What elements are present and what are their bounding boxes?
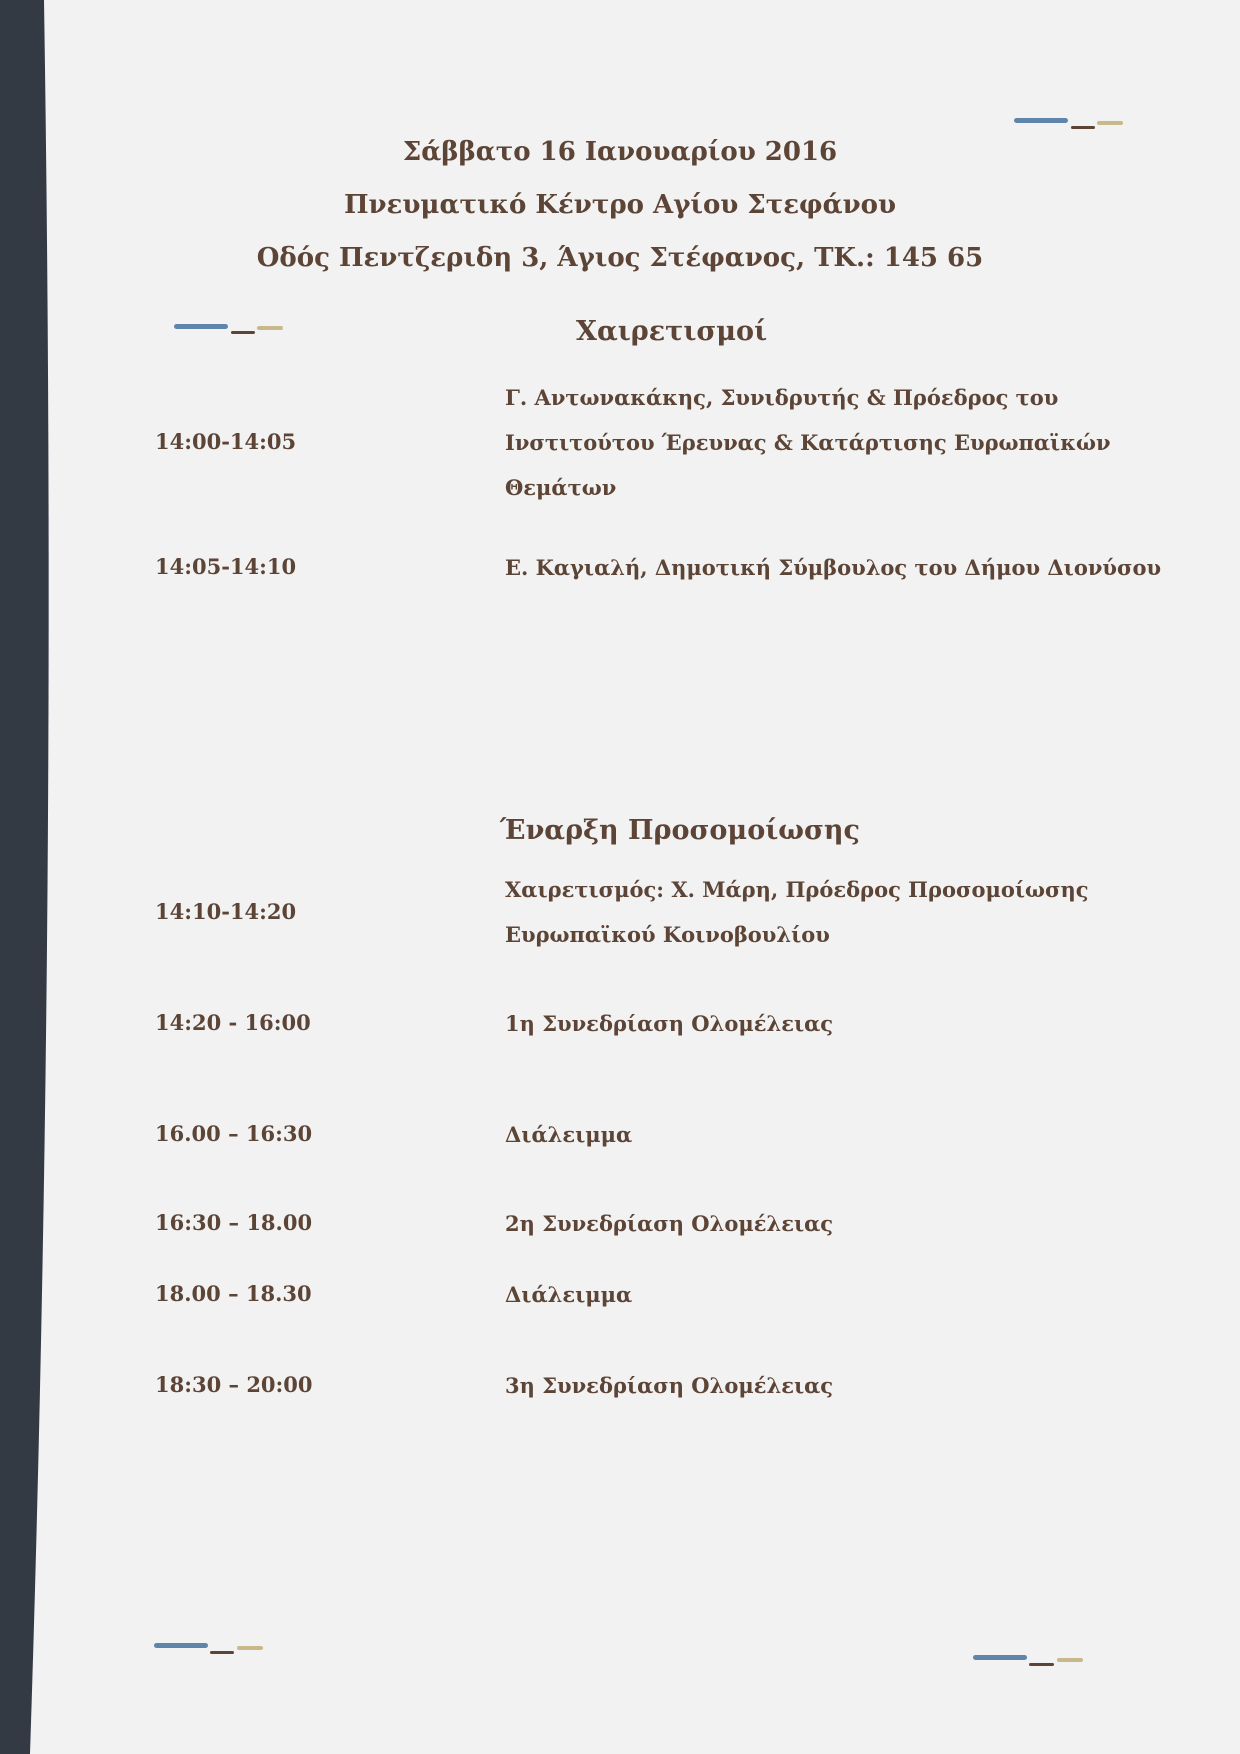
event-address: Οδός Πεντζεριδη 3, Άγιος Στέφανος, ΤΚ.: 145 65: [256, 243, 984, 273]
schedule-description: 3η Συνεδρίαση Ολομέλειας: [505, 1373, 834, 1398]
schedule-time: 16.00 – 16:30: [155, 1121, 313, 1146]
simulation-title: Έναρξη Προσομοίωσης: [500, 815, 860, 846]
schedule-description: Ε. Καγιαλή, Δημοτική Σύμβουλος του Δήμου Διονύσου: [505, 555, 1162, 580]
schedule-time: 14:05-14:10: [155, 554, 297, 579]
event-date: Σάββατο 16 Ιανουαρίου 2016: [402, 137, 838, 167]
event-venue: Πνευματικό Κέντρο Αγίου Στεφάνου: [343, 190, 897, 220]
schedule-description: 1η Συνεδρίαση Ολομέλειας: [505, 1011, 834, 1036]
schedule-time: 14:00-14:05: [155, 429, 297, 454]
schedule-time: 14:10-14:20: [155, 899, 297, 924]
schedule-time: 18:30 – 20:00: [155, 1372, 313, 1397]
schedule-time: 18.00 – 18.30: [155, 1281, 312, 1306]
schedule-description: Χαιρετισμός: Χ. Μάρη, Πρόεδρος Προσομοίωσης Ευρωπαϊκού Κοινοβουλίου: [505, 877, 1089, 947]
schedule-description: Γ. Αντωνακάκης, Συνιδρυτής & Πρόεδρος του Ινστιτούτου Έρευνας & Κατάρτισης Ευρωπαϊκών Θεμάτων: [505, 385, 1111, 500]
schedule-description: Διάλειμμα: [505, 1282, 633, 1307]
schedule-description: 2η Συνεδρίαση Ολομέλειας: [505, 1211, 834, 1236]
greetings-title: Χαιρετισμοί: [576, 316, 768, 347]
schedule-time: 16:30 – 18.00: [155, 1210, 313, 1235]
schedule-description: Διάλειμμα: [505, 1122, 633, 1147]
schedule-time: 14:20 - 16:00: [155, 1010, 311, 1035]
event-header: [0, 126, 1240, 285]
